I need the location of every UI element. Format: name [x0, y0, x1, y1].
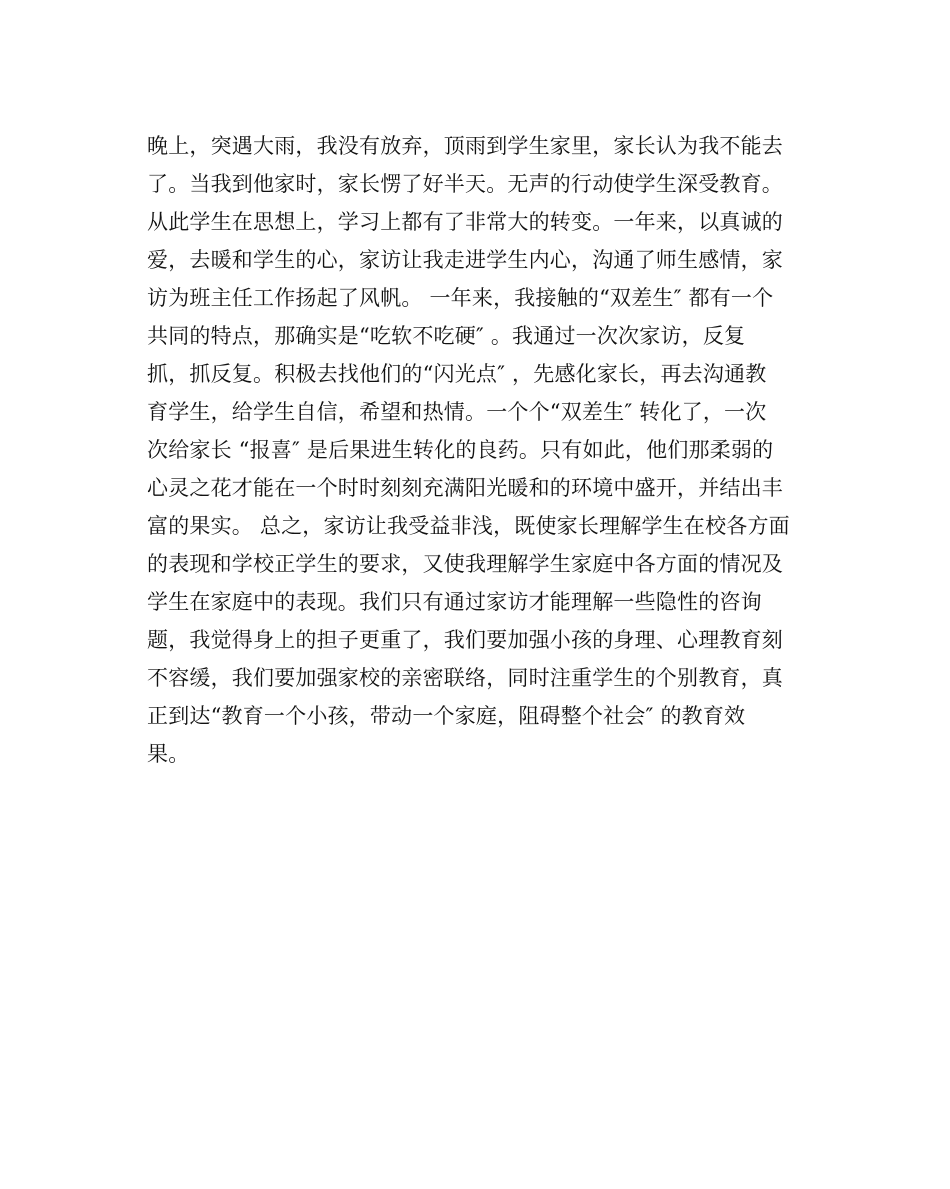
text-line: 访为班主任工作扬起了风帆。 一年来，我接触的“双差生″ 都有一个 [147, 286, 774, 310]
text-line: 次给家长 “报喜″ 是后果进生转化的良药。只有如此，他们那柔弱的 [147, 438, 774, 462]
text-line: 题，我觉得身上的担子更重了，我们要加强小孩的身理、心理教育刻 [147, 628, 783, 652]
text-line: 了。当我到他家时，家长愣了好半天。无声的行动使学生深受教育。 [147, 172, 783, 196]
text-line: 正到达“教育一个小孩，带动一个家庭，阻碍整个社会″ 的教育效 [147, 704, 746, 728]
text-line: 晚上，突遇大雨，我没有放弃，顶雨到学生家里，家长认为我不能去 [147, 134, 783, 158]
text-line: 心灵之花才能在一个时时刻刻充满阳光暖和的环境中盛开，并结出丰 [147, 476, 783, 500]
text-line: 学生在家庭中的表现。我们只有通过家访才能理解一些隐性的咨询 [147, 590, 762, 614]
text-line: 育学生，给学生自信，希望和热情。一个个“双差生″ 转化了，一次 [147, 400, 767, 424]
text-line: 不容缓，我们要加强家校的亲密联络，同时注重学生的个别教育，真 [147, 666, 783, 690]
text-line: 共同的特点，那确实是“吃软不吃硬″ 。我通过一次次家访，反复 [147, 324, 746, 348]
text-line: 富的果实。 总之，家访让我受益非浅，既使家长理解学生在校各方面 [147, 514, 790, 538]
text-line: 爱，去暖和学生的心，家访让我走进学生内心，沟通了师生感情，家 [147, 248, 783, 272]
text-line: 抓，抓反复。积极去找他们的“闪光点″ ，先感化家长，再去沟通教 [147, 362, 767, 386]
text-line: 的表现和学校正学生的要求，又使我理解学生家庭中各方面的情况及 [147, 552, 783, 576]
text-line: 果。 [147, 742, 190, 766]
text-line: 从此学生在思想上，学习上都有了非常大的转变。一年来，以真诚的 [147, 210, 783, 234]
body-text [147, 127, 807, 773]
